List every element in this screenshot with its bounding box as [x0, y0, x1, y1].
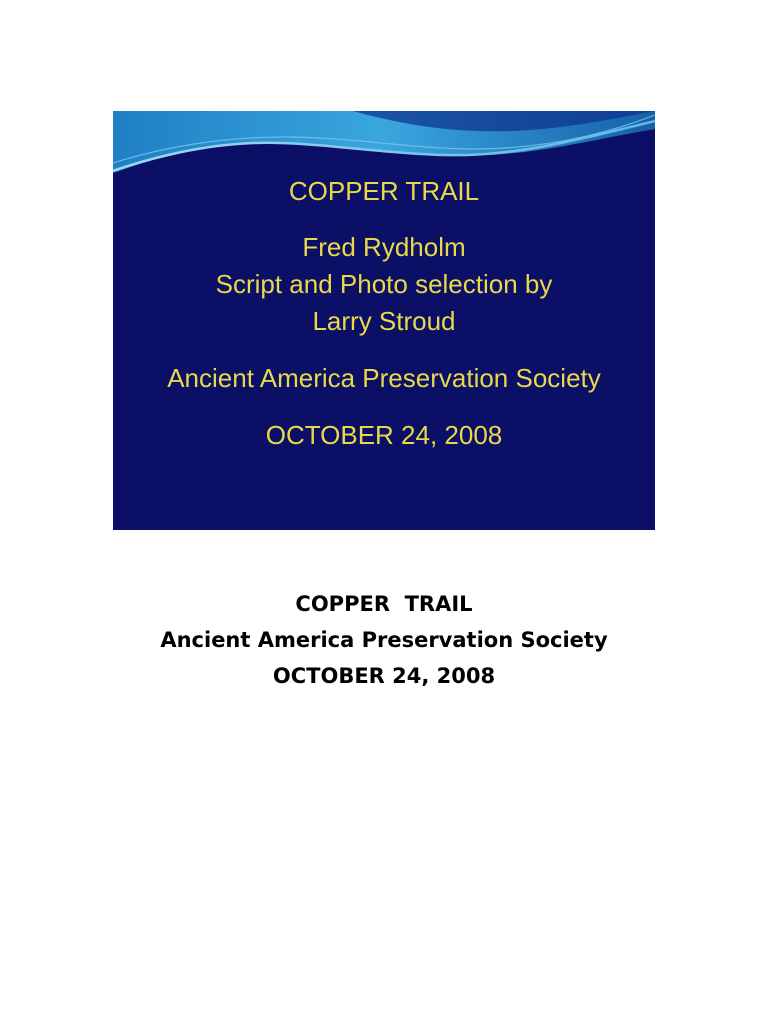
slide-credit-name: Larry Stroud	[312, 306, 456, 336]
slide-author: Fred Rydholm	[302, 232, 466, 262]
caption-organization: Ancient America Preservation Society	[160, 628, 608, 652]
slide-credit-line: Script and Photo selection by	[215, 269, 553, 299]
slide-date: OCTOBER 24, 2008	[265, 420, 503, 450]
title-slide-image	[113, 111, 655, 530]
caption-date: OCTOBER 24, 2008	[272, 664, 496, 688]
slide-title: COPPER TRAIL	[288, 176, 480, 206]
caption-title: COPPER TRAIL	[295, 592, 473, 616]
slide-organization: Ancient America Preservation Society	[167, 363, 601, 393]
